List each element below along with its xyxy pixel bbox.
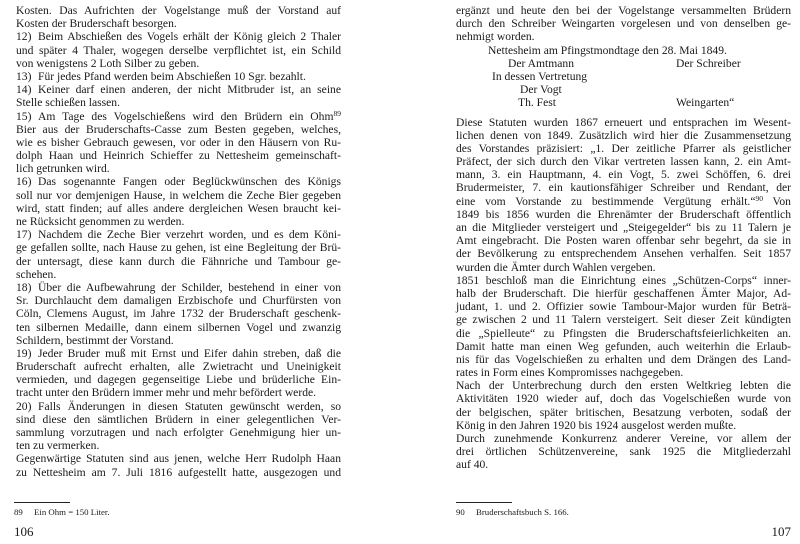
item-number: 19) (16, 346, 32, 360)
footnote-number: 89 (14, 507, 23, 517)
text-line: wird, statt finden; auf alles andere dergleichen Wesen braucht kei- (16, 201, 341, 215)
right-page (420, 0, 800, 544)
statute-14 (16, 83, 341, 96)
statute-15 (16, 110, 341, 123)
text-line: Falls Änderungen in diesen Statuten gewünscht werden, so (38, 399, 341, 413)
text-line: Für jedes Pfand werden beim Abschießen 10 Sgr. bezahlt. (38, 69, 306, 83)
text-line: Kosten der Bruderschaft besorgen. (16, 17, 177, 31)
footnote-text: Bruderschaftsbuch S. 166. (476, 507, 569, 517)
text-line: halb der Bruderschaft. Die hierfür geschaffenen Ämter Major, Ad- (456, 286, 791, 300)
signer-name: Weingarten“ (676, 96, 735, 110)
text-line: Brudermeister, 7. ein kautionsfähiger Schreiber und Rendant, der (456, 181, 791, 195)
text-line: Nachdem die Zeche Bier verzehrt worden, und es dem Köni- (38, 228, 341, 242)
text-line: Kosten. Das Aufrichten der Vogelstange muß der Vorstand auf (16, 4, 341, 17)
text-line: und später 4 Thaler, wogegen derselbe verpflichtet ist, ein Schild (16, 43, 341, 57)
item-number: 13) (16, 69, 32, 83)
text-line: ge gefallen sollte, nach Hause zu gehen, ist eine Begleitung der Brü- (16, 241, 341, 255)
text-line: judant, 1. und 2. Offizier sowie Tambour-Major wurden für Beträ- (456, 300, 791, 314)
footnote-90 (456, 507, 791, 518)
text-line: der belgischen, später britischen, Besatzung verboten, sodaß der (456, 405, 791, 419)
signer-title: In dessen Vertretung (492, 69, 588, 83)
signature-row (456, 96, 791, 109)
page-number: 107 (771, 524, 791, 539)
text-line: ne Rücksicht genommen zu werden. (16, 215, 185, 228)
text-line: Über die Aufbewahrung der Schilder, bestehend in einer von (38, 280, 341, 294)
text-line: Nach der Unterbrechung durch den ersten Weltkrieg lebten die (456, 379, 791, 393)
statute-17 (16, 228, 341, 241)
signer-title: Der Amtmann (508, 56, 575, 70)
text-line: wie es bisher Gebrauch gewesen, vor oder in den Häusern von Ru- (16, 135, 341, 149)
text-line: Am Tage des Vogelschießens wird den Brüdern ein Ohm (38, 109, 334, 123)
right-footer (456, 498, 791, 544)
signature-place-date (456, 44, 791, 57)
text-line: Stelle schießen lassen. (16, 96, 120, 110)
statute-20 (16, 400, 341, 413)
item-number: 17) (16, 228, 32, 242)
text-line: Cöln, Clemens August, im Jahre 1732 der Bruderschaft geschenk- (16, 307, 341, 321)
text-line: rates in Form eines Kompromisses nachgegeben. (456, 366, 684, 380)
signer-title: Der Schreiber (676, 56, 741, 70)
text-line: Das sogenannte Fangen oder Beglückwünschen des Königs (38, 175, 341, 189)
text-fragment: Von (762, 194, 791, 208)
text-line: drei örtlichen Schützenvereine, sank 1925 die Mitgliederzahl (456, 445, 791, 459)
text-line: der Bevölkerung zu entsprechendem Ansehen verhalfen. Seit 1857 (456, 247, 791, 261)
text-line: vermieden, und dagegen gegenseitige Liebe und brüderliche Ein- (16, 373, 341, 387)
text-line: Gegenwärtige Statuten sind aus jenen, welche Herr Rudolph Haan (16, 452, 341, 466)
text-line: mann, 3. ein Hauptmann, 4. ein Vogt, 5. zwei Schöffen, 6. drei (456, 168, 791, 182)
text-line: der untersagt, diese kann durch die Fähnriche und Tambour ge- (16, 254, 341, 268)
text-line: des Vorstandes präzisiert: „1. Der zeitliche Pfarrer als geistlicher (456, 141, 791, 155)
text-line: wurden die Ämter durch Wahlen vergeben. (456, 260, 656, 274)
text-line: Bier aus der Bruderschafts-Casse zum Besten gegeben, welches, (16, 122, 341, 136)
signature-row (456, 83, 791, 96)
item-number: 15) (16, 109, 32, 123)
footnote-divider (456, 502, 512, 503)
statute-16 (16, 175, 341, 188)
signer-title: Der Vogt (520, 83, 562, 97)
item-number: 16) (16, 175, 32, 189)
text-line: zu Nettesheim am 7. Juli 1816 aufgestellt hatte, ausgezogen und (16, 465, 341, 479)
text-line: durch den Schreiber Weingarten vorgelesen und von denselben ge- (456, 17, 791, 31)
text-line: Amt eingebracht. Die Posten waren offenbar sehr begehrt, da sie in (456, 234, 791, 248)
text-line: Präfect, der sich durch den Vikar vertreten lassen kann, 2. ein Amt- (456, 155, 791, 169)
text-line: Damit hatte man einen Weg gefunden, auch weiterhin die Erlaub- (456, 339, 791, 353)
statute-18 (16, 281, 341, 294)
text-line: soll nur vor demjenigen Hause, in welchem die Zeche Bier gegeben (16, 188, 341, 202)
item-number: 18) (16, 280, 32, 294)
text-line: sind diese den sämtlichen Brüdern in einer gelegentlichen Ver- (16, 412, 341, 426)
left-body-text (16, 0, 341, 479)
footnote-text: Ein Ohm = 150 Liter. (34, 507, 110, 517)
text-line: Sr. Durchlaucht dem damaligen Erzbischofe und Churfürsten von (16, 294, 341, 308)
item-number: 12) (16, 30, 32, 44)
page-number: 106 (14, 524, 34, 539)
statute-13 (16, 70, 341, 83)
text-line: Durch zunehmende Konkurrenz anderer Vereine, vor allem der (456, 432, 791, 445)
text-line: Beim Abschießen des Vogels erhält der König gleich 2 Thaler (38, 30, 341, 44)
text-line: auf 40. (456, 458, 489, 472)
text-line: 1849 bis 1856 wurden die Ehrenämter der Bruderschaft öffentlich (456, 207, 791, 221)
text-line: ten silbernen Medaille, dann einem silbernen Vogel und zwanzig (16, 320, 341, 334)
text-line: tracht unter den Brüdern immer mehr und mehr befördert werde. (16, 386, 317, 400)
signature-row (456, 57, 791, 70)
text-line: lichen denen von 1849. Zusätzlich wird hier die Zusammensetzung (456, 128, 791, 142)
text-line: an die Mitglieder versteigert und „Steigegelder“ bis zu 11 Talern je (456, 221, 791, 234)
text-line: Diese Statuten wurden 1867 erneuert und entsprachen im Wesent- (456, 115, 791, 129)
text-line: lich getrunken wird. (16, 162, 110, 176)
left-footer (14, 498, 400, 544)
text-line: Keiner darf einen anderen, der nicht Mitbruder ist, an seine (38, 83, 341, 97)
footnote-number: 90 (456, 507, 465, 517)
signature-row (456, 70, 791, 83)
text-line: ergänzt und heute den bei der Vogelstange versammelten Brüdern (456, 4, 791, 17)
text-line: von wenigstens 2 Loth Silber zu geben. (16, 56, 200, 70)
statute-19 (16, 347, 341, 360)
text-line: König in den Jahren 1920 bis 1924 ausgelost werden mußte. (456, 418, 737, 432)
text-line: ge zwischen 2 und 11 Talern versteigert. Seit dieser Zeit kündigten (456, 313, 791, 327)
text-line: die „Spielleute“ zu Pfingsten die Bruderschaftsfeierlichkeiten an. (456, 326, 791, 340)
right-body-text (456, 0, 791, 472)
text-line: ten zu vermerken. (16, 439, 100, 453)
text-line: schehen. (16, 267, 57, 281)
text-line: nis für das Vogelschießen zu erhalten und dem Drängen des Land- (456, 352, 791, 366)
text-line: dolph Haan und Heinrich Schieffer zu Nettesheim gemeinschaft- (16, 149, 341, 163)
footnote-ref[interactable]: 90 (755, 193, 763, 203)
text-line: sammlung vorzutragen und nach erfolgter Genehmigung hier un- (16, 426, 341, 439)
text-line: Bruderschaft aufrecht erhalten, alle Zwietracht und Uneinigkeit (16, 360, 341, 374)
statute-12 (16, 30, 341, 43)
item-number: 20) (16, 399, 32, 413)
text-fragment: eine vom Vorstande zu bestimmende Vergütung erhält.“ (456, 194, 756, 208)
footnote-89 (14, 507, 400, 518)
place-date: Nettesheim am Pfingstmondtage den 28. Mai 1849. (488, 43, 727, 57)
text-line: Schildern, bestimmt der Vorstand. (16, 333, 174, 347)
text-line: nehmigt worden. (456, 30, 535, 44)
item-number: 14) (16, 83, 32, 97)
text-line (456, 195, 791, 208)
footnote-ref[interactable]: 89 (333, 108, 341, 118)
text-line: Aktivitäten 1920 wieder auf, doch das Vogelschießen wurde von (456, 392, 791, 406)
text-line: 1851 beschloß man die Einrichtung eines „Schützen-Corps“ inner- (456, 273, 791, 287)
footnote-divider (14, 502, 70, 503)
text-line: Jeder Bruder muß mit Ernst und Eifer dahin streben, daß die (38, 346, 341, 360)
signer-name: Th. Fest (518, 96, 557, 110)
